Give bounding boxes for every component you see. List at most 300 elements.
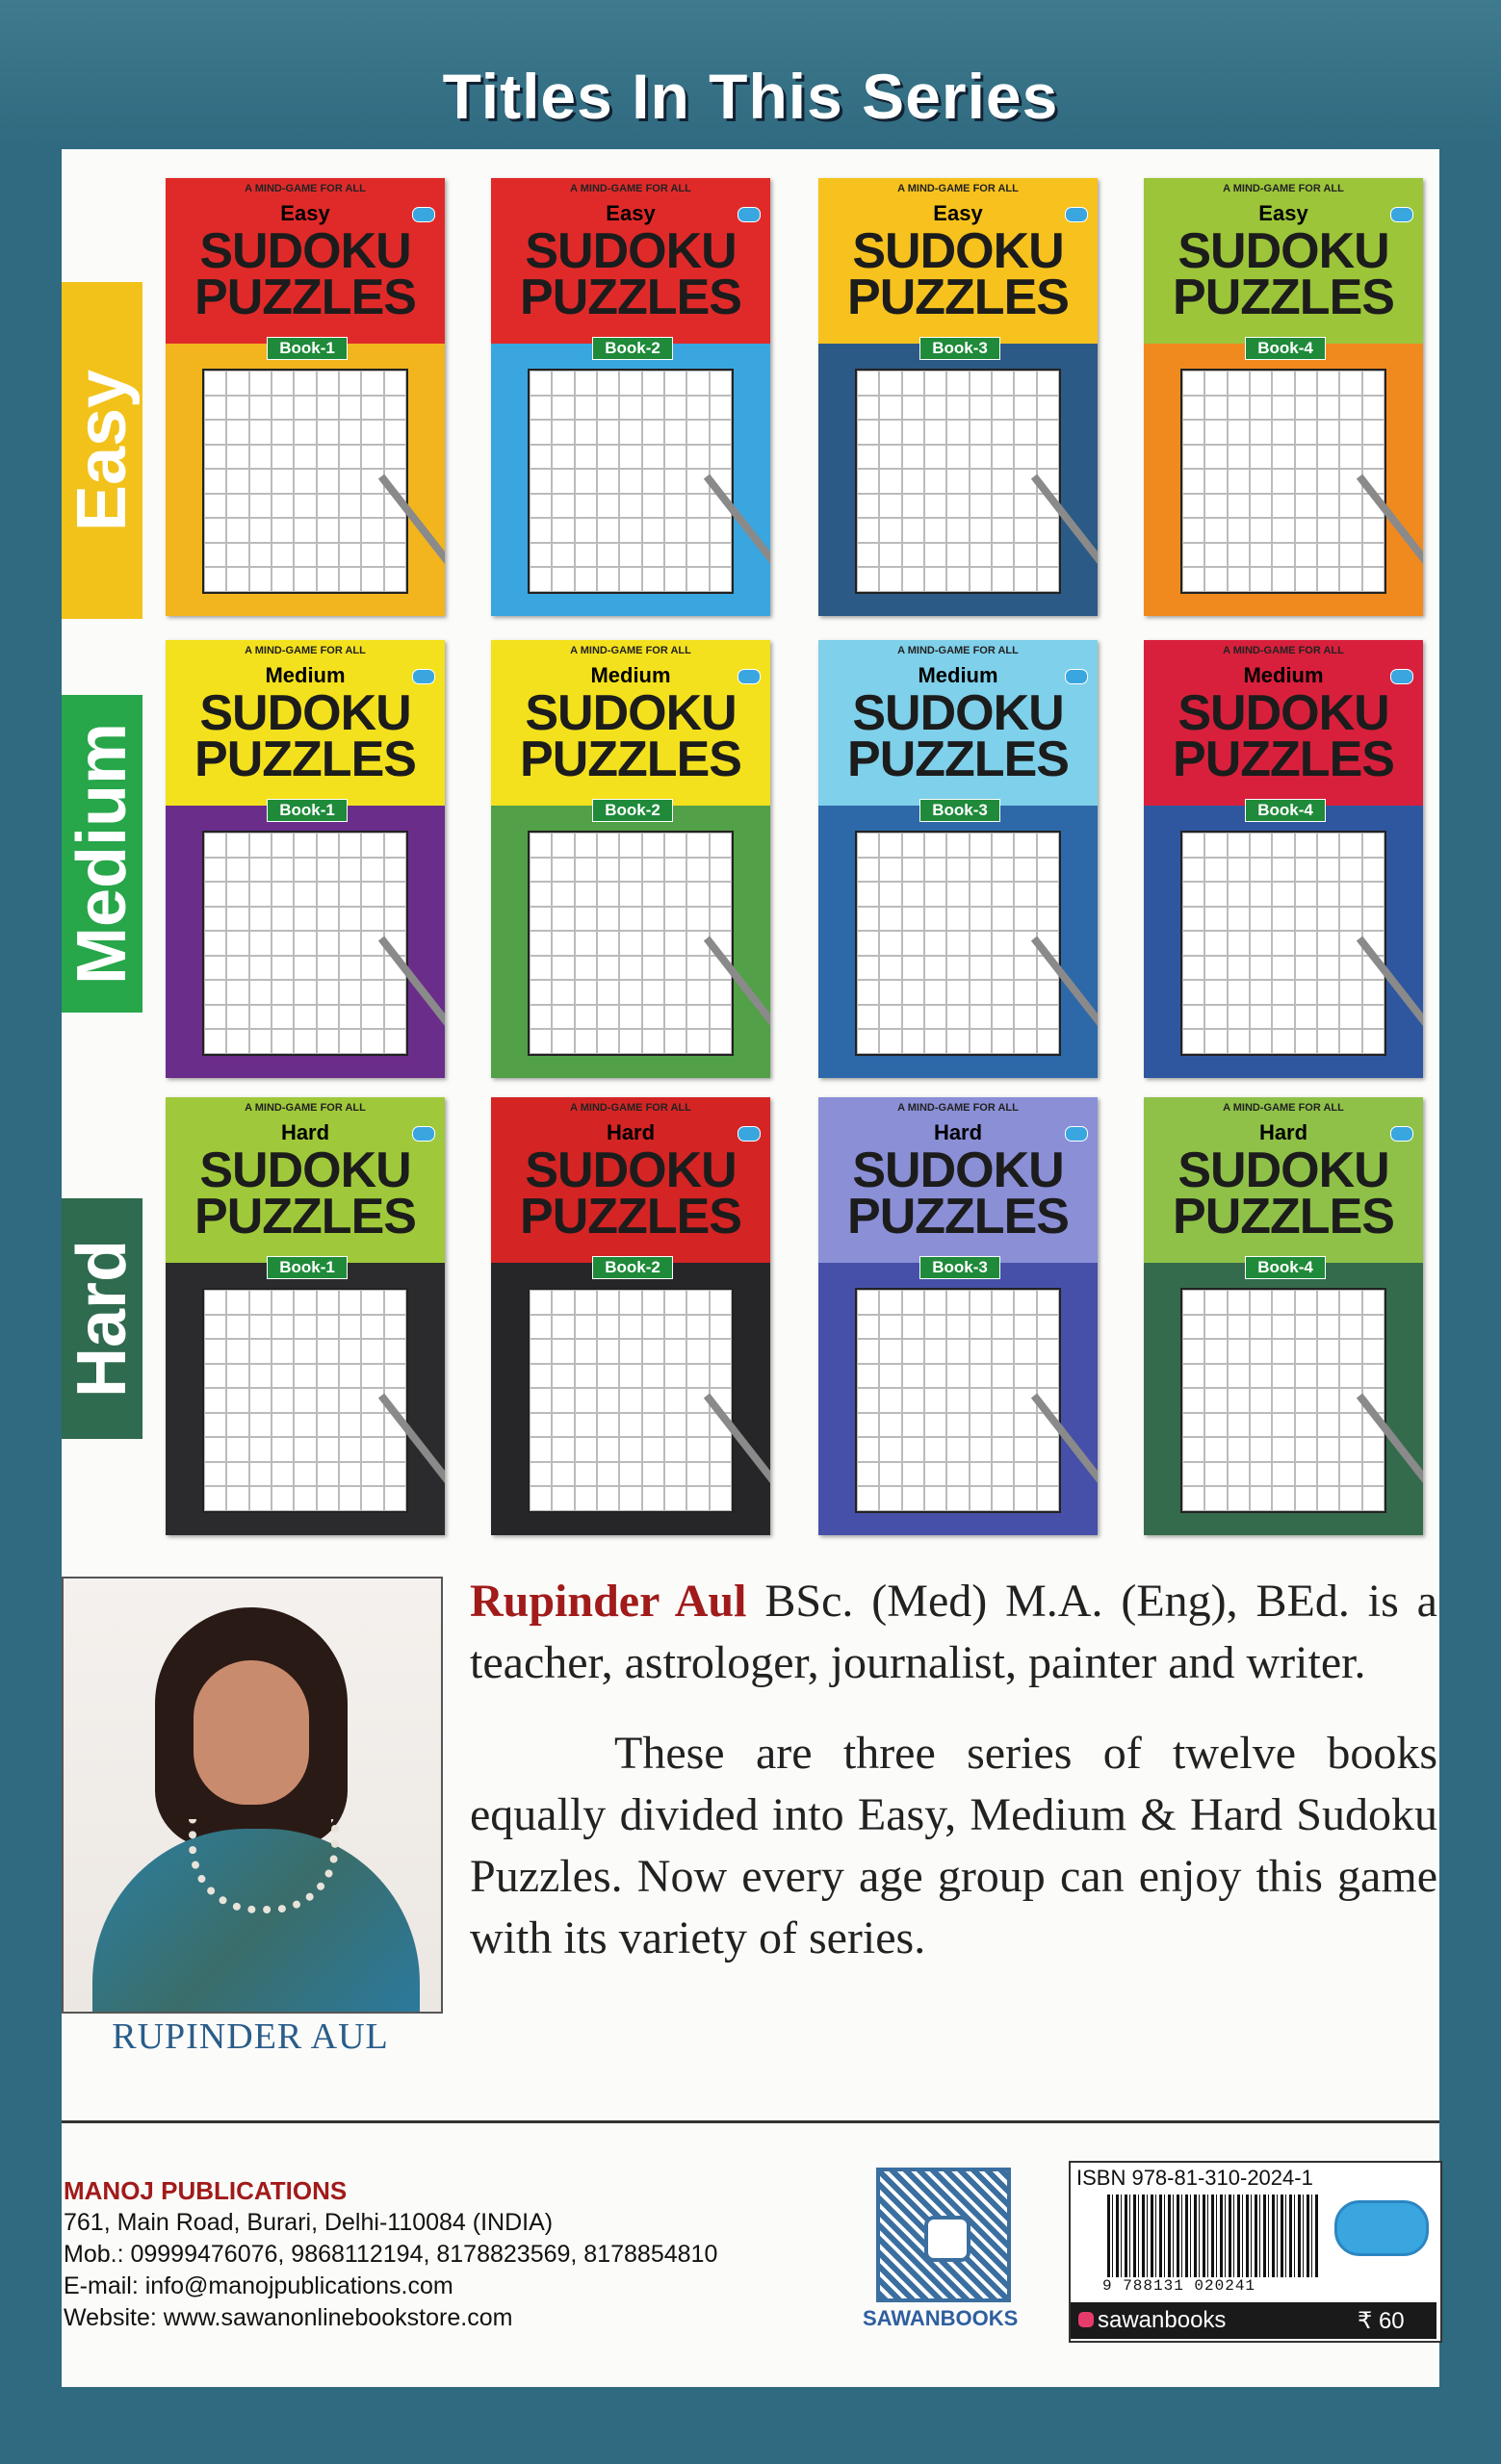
grid-cell: [946, 1290, 969, 1315]
grid-cell: [317, 1437, 339, 1462]
book-cover[interactable]: [166, 1097, 445, 1535]
grid-cell: [970, 1029, 992, 1054]
grid-cell: [970, 1364, 992, 1389]
grid-cell: [294, 956, 316, 981]
grid-cell: [1228, 907, 1250, 932]
grid-cell: [552, 371, 574, 396]
grid-cell: [664, 396, 686, 421]
book-cover[interactable]: [491, 640, 770, 1078]
grid-cell: [1317, 1364, 1339, 1389]
grid-cell: [642, 882, 664, 907]
grid-cell: [575, 445, 597, 470]
grid-cell: [902, 543, 924, 568]
grid-cell: [597, 543, 619, 568]
grid-cell: [339, 1029, 361, 1054]
grid-cell: [946, 420, 969, 445]
grid-cell: [902, 956, 924, 981]
grid-cell: [361, 420, 383, 445]
grid-cell: [879, 858, 901, 883]
grid-cell: [361, 833, 383, 858]
grid-cell: [857, 396, 879, 421]
grid-cell: [664, 469, 686, 494]
grid-cell: [597, 858, 619, 883]
grid-cell: [924, 543, 946, 568]
grid-cell: [361, 956, 383, 981]
grid-cell: [204, 1364, 226, 1389]
grid-cell: [530, 1005, 552, 1030]
grid-cell: [575, 1364, 597, 1389]
grid-cell: [575, 1029, 597, 1054]
grid-cell: [686, 980, 709, 1005]
grid-cell: [249, 956, 272, 981]
grid-cell: [1014, 518, 1036, 543]
grid-cell: [970, 469, 992, 494]
grid-cell: [272, 882, 294, 907]
grid-cell: [361, 396, 383, 421]
grid-cell: [272, 1290, 294, 1315]
grid-cell: [1014, 833, 1036, 858]
grid-cell: [597, 931, 619, 956]
grid-cell: [710, 420, 732, 445]
grid-cell: [686, 882, 709, 907]
grid-cell: [1228, 1290, 1250, 1315]
grid-cell: [530, 1486, 552, 1511]
grid-cell: [642, 980, 664, 1005]
grid-cell: [970, 1290, 992, 1315]
grid-cell: [226, 543, 248, 568]
grid-cell: [664, 980, 686, 1005]
book-number-tag: Book-2: [592, 799, 673, 822]
publisher-info: [64, 2175, 717, 2334]
grid-cell: [249, 396, 272, 421]
sudoku-grid: [528, 831, 734, 1056]
grid-cell: [686, 858, 709, 883]
grid-cell: [1228, 1029, 1250, 1054]
grid-cell: [1339, 1486, 1361, 1511]
grid-cell: [970, 858, 992, 883]
grid-cell: [552, 1029, 574, 1054]
grid-cell: [1182, 1388, 1204, 1413]
grid-cell: [992, 445, 1014, 470]
grid-cell: [249, 1388, 272, 1413]
grid-cell: [710, 1029, 732, 1054]
level-label-medium: [62, 695, 142, 1013]
grid-cell: [249, 1437, 272, 1462]
grid-cell: [1228, 1315, 1250, 1340]
grid-cell: [1014, 543, 1036, 568]
grid-cell: [272, 1462, 294, 1487]
grid-cell: [530, 1290, 552, 1315]
grid-cell: [664, 518, 686, 543]
grid-cell: [575, 907, 597, 932]
grid-cell: [686, 1005, 709, 1030]
grid-cell: [272, 980, 294, 1005]
grid-cell: [339, 1005, 361, 1030]
grid-cell: [575, 956, 597, 981]
grid-cell: [642, 1290, 664, 1315]
book-level: Hard: [606, 1120, 656, 1144]
grid-cell: [1339, 445, 1361, 470]
grid-cell: [879, 1364, 901, 1389]
grid-cell: [686, 1462, 709, 1487]
grid-cell: [1295, 494, 1317, 519]
grid-cell: [1037, 1364, 1059, 1389]
grid-cell: [361, 371, 383, 396]
grid-cell: [1272, 956, 1294, 981]
grid-cell: [552, 420, 574, 445]
barcode: [1107, 2194, 1319, 2277]
publisher-logo: [1065, 669, 1088, 684]
grid-cell: [575, 1437, 597, 1462]
grid-cell: [664, 1029, 686, 1054]
grid-cell: [1182, 833, 1204, 858]
grid-cell: [1317, 518, 1339, 543]
grid-cell: [924, 1486, 946, 1511]
grid-cell: [1250, 858, 1272, 883]
book-cover[interactable]: [1144, 640, 1423, 1078]
bio-paragraph: [470, 1571, 1437, 1694]
grid-cell: [1250, 469, 1272, 494]
grid-cell: [1272, 1388, 1294, 1413]
grid-cell: [879, 445, 901, 470]
grid-cell: [294, 420, 316, 445]
grid-cell: [1272, 1290, 1294, 1315]
grid-cell: [575, 882, 597, 907]
book-tagline: A MIND-GAME FOR ALL: [166, 1097, 445, 1118]
grid-cell: [1204, 1339, 1227, 1364]
grid-cell: [924, 518, 946, 543]
grid-cell: [664, 371, 686, 396]
grid-cell: [597, 1005, 619, 1030]
grid-cell: [1317, 1029, 1339, 1054]
grid-cell: [272, 1005, 294, 1030]
book-title-line: PUZZLES: [520, 732, 741, 787]
grid-cell: [339, 445, 361, 470]
grid-cell: [1295, 469, 1317, 494]
grid-cell: [946, 371, 969, 396]
grid-cell: [710, 1339, 732, 1364]
grid-cell: [226, 1388, 248, 1413]
book-cover[interactable]: [1144, 1097, 1423, 1535]
grid-cell: [1362, 882, 1385, 907]
grid-cell: [226, 1005, 248, 1030]
grid-cell: [530, 445, 552, 470]
publisher-mobile: Mob.: 09999476076, 9868112194, 8178823569, 8178854810: [64, 2241, 718, 2268]
level-label-hard: [62, 1198, 142, 1439]
grid-cell: [530, 1339, 552, 1364]
grid-cell: [384, 396, 406, 421]
grid-cell: [1228, 567, 1250, 592]
grid-cell: [642, 469, 664, 494]
grid-cell: [597, 1388, 619, 1413]
grid-cell: [686, 445, 709, 470]
grid-cell: [1204, 980, 1227, 1005]
grid-cell: [946, 1413, 969, 1438]
grid-cell: [317, 1339, 339, 1364]
grid-cell: [857, 1029, 879, 1054]
book-title-line: SUDOKU: [199, 1142, 411, 1198]
grid-cell: [664, 1339, 686, 1364]
book-title: [491, 1142, 770, 1245]
grid-cell: [552, 469, 574, 494]
grid-cell: [857, 931, 879, 956]
book-cover[interactable]: [166, 640, 445, 1078]
book-title-line: SUDOKU: [525, 1142, 737, 1198]
grid-cell: [249, 420, 272, 445]
grid-cell: [946, 1437, 969, 1462]
grid-cell: [249, 543, 272, 568]
grid-cell: [992, 396, 1014, 421]
grid-cell: [1037, 980, 1059, 1005]
book-title: [491, 685, 770, 787]
grid-cell: [1250, 396, 1272, 421]
grid-cell: [879, 518, 901, 543]
grid-cell: [597, 956, 619, 981]
grid-cell: [294, 494, 316, 519]
book-title: [1144, 1142, 1423, 1245]
grid-cell: [384, 567, 406, 592]
grid-cell: [992, 1005, 1014, 1030]
grid-cell: [272, 956, 294, 981]
grid-cell: [317, 1462, 339, 1487]
book-cover[interactable]: [1144, 178, 1423, 616]
book-tagline: A MIND-GAME FOR ALL: [1144, 178, 1423, 199]
grid-cell: [1014, 907, 1036, 932]
grid-cell: [970, 1388, 992, 1413]
grid-cell: [1250, 1486, 1272, 1511]
grid-cell: [1228, 1339, 1250, 1364]
grid-cell: [1037, 833, 1059, 858]
grid-cell: [552, 567, 574, 592]
book-title-line: SUDOKU: [1178, 1142, 1389, 1198]
grid-cell: [575, 420, 597, 445]
grid-cell: [1014, 1339, 1036, 1364]
grid-cell: [1014, 396, 1036, 421]
book-cover[interactable]: [818, 1097, 1098, 1535]
grid-cell: [530, 882, 552, 907]
grid-cell: [317, 469, 339, 494]
grid-cell: [361, 858, 383, 883]
grid-cell: [1272, 1315, 1294, 1340]
grid-cell: [249, 1364, 272, 1389]
grid-cell: [1204, 1364, 1227, 1389]
grid-cell: [857, 956, 879, 981]
grid-cell: [530, 956, 552, 981]
grid-cell: [879, 1290, 901, 1315]
grid-cell: [946, 1388, 969, 1413]
grid-cell: [857, 1339, 879, 1364]
grid-cell: [619, 396, 641, 421]
grid-cell: [361, 1029, 383, 1054]
grid-cell: [294, 907, 316, 932]
grid-cell: [361, 1315, 383, 1340]
grid-cell: [1182, 469, 1204, 494]
grid-cell: [1272, 1462, 1294, 1487]
grid-cell: [992, 882, 1014, 907]
grid-cell: [361, 445, 383, 470]
grid-cell: [249, 445, 272, 470]
grid-cell: [970, 494, 992, 519]
grid-cell: [204, 371, 226, 396]
book-cover[interactable]: [491, 178, 770, 616]
grid-cell: [317, 882, 339, 907]
grid-cell: [1339, 371, 1361, 396]
grid-cell: [317, 1486, 339, 1511]
grid-cell: [339, 518, 361, 543]
grid-cell: [902, 1486, 924, 1511]
grid-cell: [902, 494, 924, 519]
grid-cell: [879, 1486, 901, 1511]
grid-cell: [1204, 1388, 1227, 1413]
grid-cell: [1250, 567, 1272, 592]
grid-cell: [1317, 907, 1339, 932]
grid-cell: [1317, 882, 1339, 907]
grid-cell: [902, 1005, 924, 1030]
grid-cell: [552, 1005, 574, 1030]
grid-cell: [686, 1413, 709, 1438]
grid-cell: [204, 518, 226, 543]
grid-cell: [204, 1005, 226, 1030]
grid-cell: [530, 396, 552, 421]
grid-cell: [1228, 1462, 1250, 1487]
grid-cell: [1037, 567, 1059, 592]
grid-cell: [1204, 494, 1227, 519]
grid-cell: [1317, 956, 1339, 981]
grid-cell: [339, 1486, 361, 1511]
grid-cell: [946, 833, 969, 858]
grid-cell: [317, 396, 339, 421]
grid-cell: [710, 1486, 732, 1511]
grid-cell: [361, 543, 383, 568]
grid-cell: [1339, 1339, 1361, 1364]
publisher-address: 761, Main Road, Burari, Delhi-110084 (INDIA): [64, 2209, 554, 2236]
grid-cell: [1362, 1339, 1385, 1364]
grid-cell: [597, 882, 619, 907]
grid-cell: [384, 980, 406, 1005]
grid-cell: [1250, 518, 1272, 543]
grid-cell: [339, 882, 361, 907]
grid-cell: [879, 567, 901, 592]
grid-cell: [946, 469, 969, 494]
grid-cell: [1272, 833, 1294, 858]
grid-cell: [619, 445, 641, 470]
grid-cell: [1182, 518, 1204, 543]
book-number-tag: Book-3: [919, 337, 1000, 360]
book-cover[interactable]: [818, 178, 1098, 616]
grid-cell: [992, 567, 1014, 592]
grid-cell: [317, 1388, 339, 1413]
grid-cell: [970, 543, 992, 568]
book-tagline: A MIND-GAME FOR ALL: [818, 178, 1098, 199]
grid-cell: [294, 882, 316, 907]
grid-cell: [1228, 956, 1250, 981]
grid-cell: [992, 931, 1014, 956]
book-tagline: A MIND-GAME FOR ALL: [1144, 1097, 1423, 1118]
book-title-line: SUDOKU: [852, 685, 1064, 741]
book-level: Medium: [265, 663, 346, 687]
grid-cell: [857, 469, 879, 494]
grid-cell: [552, 494, 574, 519]
grid-cell: [857, 567, 879, 592]
grid-cell: [686, 1290, 709, 1315]
grid-cell: [992, 1437, 1014, 1462]
grid-cell: [1339, 420, 1361, 445]
book-cover[interactable]: [166, 178, 445, 616]
grid-cell: [902, 1029, 924, 1054]
grid-cell: [339, 1315, 361, 1340]
grid-cell: [1317, 567, 1339, 592]
grid-cell: [294, 1339, 316, 1364]
grid-cell: [1204, 396, 1227, 421]
grid-cell: [1182, 567, 1204, 592]
grid-cell: [249, 567, 272, 592]
grid-cell: [879, 1005, 901, 1030]
grid-cell: [970, 1315, 992, 1340]
grid-cell: [1295, 931, 1317, 956]
grid-cell: [361, 1339, 383, 1364]
grid-cell: [530, 1437, 552, 1462]
grid-cell: [1272, 1339, 1294, 1364]
grid-cell: [1272, 371, 1294, 396]
grid-cell: [1295, 420, 1317, 445]
grid-cell: [384, 1462, 406, 1487]
publisher-name: MANOJ PUBLICATIONS: [64, 2176, 348, 2205]
book-tagline: A MIND-GAME FOR ALL: [491, 178, 770, 199]
publisher-logo: [412, 207, 435, 222]
grid-cell: [619, 1388, 641, 1413]
social-handle: sawanbooks: [1098, 2307, 1227, 2333]
grid-cell: [1362, 1486, 1385, 1511]
grid-cell: [1037, 445, 1059, 470]
grid-cell: [1037, 420, 1059, 445]
grid-cell: [1228, 396, 1250, 421]
grid-cell: [272, 1315, 294, 1340]
grid-cell: [575, 1290, 597, 1315]
grid-cell: [552, 1437, 574, 1462]
grid-cell: [226, 931, 248, 956]
grid-cell: [857, 1462, 879, 1487]
grid-cell: [642, 494, 664, 519]
grid-cell: [1250, 1462, 1272, 1487]
grid-cell: [361, 1290, 383, 1315]
grid-cell: [879, 931, 901, 956]
book-level: Hard: [933, 1120, 983, 1144]
grid-cell: [970, 518, 992, 543]
grid-cell: [339, 420, 361, 445]
book-cover[interactable]: [818, 640, 1098, 1078]
grid-cell: [664, 1315, 686, 1340]
grid-cell: [1272, 567, 1294, 592]
grid-cell: [1362, 907, 1385, 932]
grid-cell: [1272, 1029, 1294, 1054]
grid-cell: [879, 1315, 901, 1340]
grid-cell: [1204, 445, 1227, 470]
grid-cell: [294, 1486, 316, 1511]
book-title-line: PUZZLES: [520, 270, 741, 325]
grid-cell: [226, 420, 248, 445]
grid-cell: [1317, 1486, 1339, 1511]
grid-cell: [272, 420, 294, 445]
grid-cell: [1204, 956, 1227, 981]
book-cover[interactable]: [491, 1097, 770, 1535]
grid-cell: [1362, 396, 1385, 421]
grid-cell: [575, 858, 597, 883]
grid-cell: [272, 543, 294, 568]
grid-cell: [339, 1462, 361, 1487]
grid-cell: [1295, 371, 1317, 396]
grid-cell: [924, 567, 946, 592]
qr-code[interactable]: [876, 2168, 1011, 2302]
